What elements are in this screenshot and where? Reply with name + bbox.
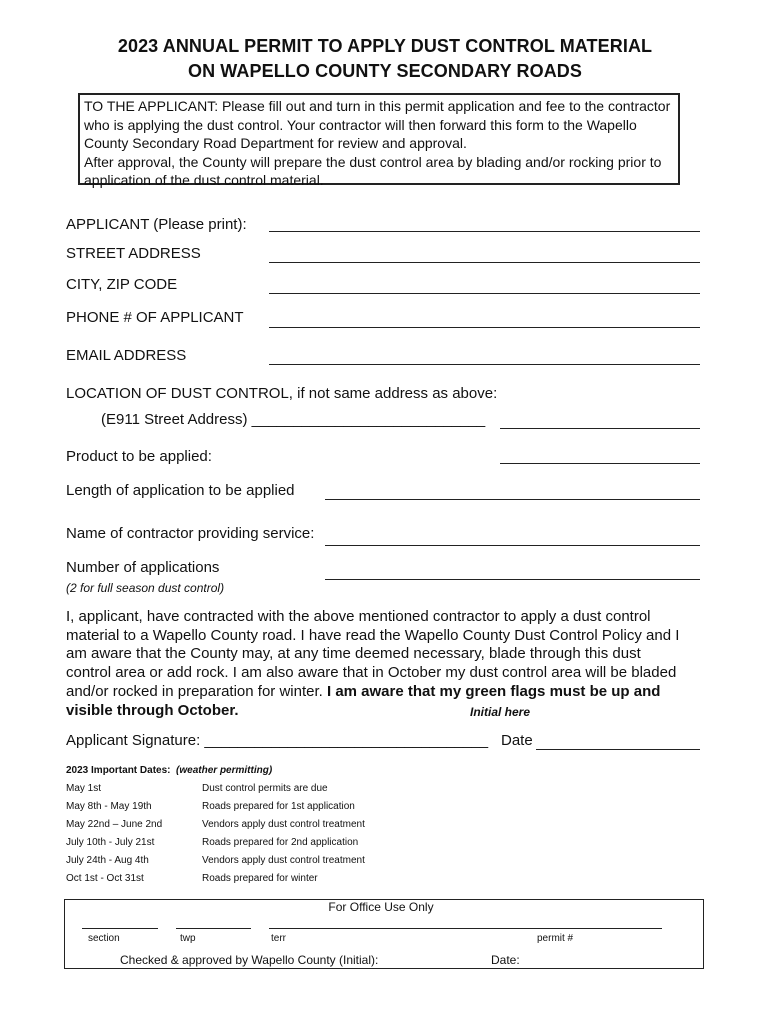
office-date-label: Date: [491, 953, 520, 967]
statement-bold-text: I am aware that my green flags must be up and visible through October. [66, 682, 661, 719]
date-range: May 1st [66, 783, 102, 794]
length-label: Length of application to be applied [66, 482, 295, 499]
phone-field[interactable] [269, 327, 700, 328]
important-dates-table [66, 783, 365, 891]
initial-here-label: Initial here [470, 705, 531, 719]
dates-row [66, 873, 365, 891]
date-event: Roads prepared for winter [202, 873, 318, 884]
email-field[interactable] [269, 364, 700, 365]
product-label: Product to be applied: [66, 448, 212, 465]
dates-row [66, 837, 365, 855]
date-event: Dust control permits are due [202, 783, 328, 794]
terr-permit-field[interactable] [269, 928, 662, 929]
length-field[interactable] [325, 499, 700, 500]
applicant-notice-box [78, 93, 680, 188]
e911-address-field[interactable] [500, 428, 700, 429]
applications-field[interactable] [325, 579, 700, 580]
dates-row [66, 819, 365, 837]
applicant-statement [66, 608, 686, 720]
dates-row [66, 855, 365, 873]
section-label: section [88, 933, 120, 944]
dates-row [66, 783, 365, 801]
office-use-heading: For Office Use Only [328, 900, 434, 914]
dates-heading [66, 765, 272, 776]
location-label: LOCATION OF DUST CONTROL, if not same address as above: [66, 385, 498, 402]
contractor-label: Name of contractor providing service: [66, 525, 315, 542]
form-title-line-1: 2023 ANNUAL PERMIT TO APPLY DUST CONTROL MATERIAL [117, 36, 653, 56]
city-zip-label: CITY, ZIP CODE [66, 276, 178, 293]
date-range: May 8th - May 19th [66, 801, 152, 812]
signature-date-label: Date [501, 732, 533, 749]
date-range: July 24th - Aug 4th [66, 855, 149, 866]
e911-address-label: (E911 Street Address) ____________________________ [101, 411, 486, 428]
checked-approved-label: Checked & approved by Wapello County (Initial): [120, 953, 379, 967]
statement-text: I, applicant, have contracted with the above mentioned contractor to apply a dust control material to a Wapello County road. I have read the Wapello County Dust Control Policy and I am aware that the County may, at any time deemed necessary, blade through this dust control area or add rock. I am also aware that in October my dust control area will be bladed and/or rocked in preparation for winter. [66, 608, 680, 700]
applications-label: Number of applications [66, 559, 220, 576]
applicant-label: APPLICANT (Please print): [66, 216, 247, 233]
date-range: July 10th - July 21st [66, 837, 155, 848]
permit-number-label: permit # [537, 933, 574, 944]
notice-paragraph-2: After approval, the County will prepare the dust control area by blading and/or rocking prior to application of the dust control material. [84, 153, 662, 188]
date-range: May 22nd – June 2nd [66, 819, 163, 830]
product-field[interactable] [500, 463, 700, 464]
date-event: Roads prepared for 2nd application [202, 837, 359, 848]
email-label: EMAIL ADDRESS [66, 347, 187, 364]
signature-label: Applicant Signature: __________________________________ [66, 732, 489, 749]
section-field[interactable] [82, 928, 158, 929]
date-event: Vendors apply dust control treatment [202, 819, 365, 830]
contractor-field[interactable] [325, 545, 700, 546]
street-address-field[interactable] [269, 262, 700, 263]
date-event: Vendors apply dust control treatment [202, 855, 365, 866]
dates-heading-text: 2023 Important Dates: [66, 765, 171, 776]
dates-heading-note: (weather permitting) [176, 765, 273, 776]
phone-label: PHONE # OF APPLICANT [66, 309, 244, 326]
applications-note: (2 for full season dust control) [66, 581, 225, 595]
signature-date-field[interactable] [536, 749, 700, 750]
applicant-field[interactable] [269, 231, 700, 232]
twp-field[interactable] [176, 928, 251, 929]
date-event: Roads prepared for 1st application [202, 801, 355, 812]
street-address-label: STREET ADDRESS [66, 245, 201, 262]
form-title-line-2: ON WAPELLO COUNTY SECONDARY ROADS [188, 61, 582, 81]
date-range: Oct 1st - Oct 31st [66, 873, 144, 884]
dates-row [66, 801, 365, 819]
twp-label: twp [180, 933, 196, 944]
city-zip-field[interactable] [269, 293, 700, 294]
terr-label: terr [271, 933, 286, 944]
notice-paragraph-1: TO THE APPLICANT: Please fill out and turn in this permit application and fee to the contractor who is applying the dust control. Your contractor will then forward this form to the Wapello County Secondary Road Department for review and approval. [84, 98, 671, 151]
